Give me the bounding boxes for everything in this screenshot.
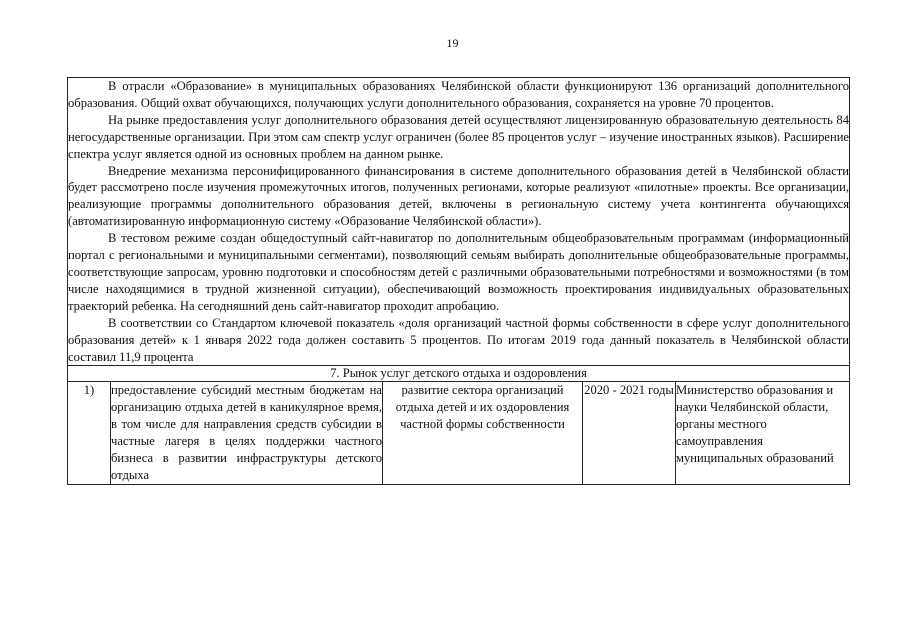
table-row <box>68 382 850 484</box>
intro-paragraph: На рынке предоставления услуг дополнительного образования детей осуществляют лицензированную образовательную деятельность 84 негосударственные организации. При этом сам спектр услуг ограничен (более 85 процентов услуг – изучение иностранных языков). Расширение спектра услуг является одной из основных проблем на данном рынке. <box>68 112 850 161</box>
row-number: 1) <box>68 382 111 484</box>
page-number: 19 <box>446 36 459 50</box>
responsible-cell: Министерство образования и науки Челябинской области, органы местного самоуправления муниципальных образований <box>676 382 850 484</box>
intro-paragraph: В отрасли «Образование» в муниципальных образованиях Челябинской области функционируют 136 организаций дополнительного образования. Общий охват обучающихся, получающих услуги дополнительного образования, сохраняется на уровне 70 процентов. <box>68 79 850 110</box>
intro-text-cell <box>68 78 850 366</box>
intro-paragraph: В тестовом режиме создан общедоступный сайт-навигатор по дополнительным общеобразовательным программам (информационный портал с региональными и муниципальными сегментами), позволяющий семьям выбирать дополнительные общеобразовательные программы, соответствующие запросам, уровню подготовки и способностям детей с различными образовательными потребностями и возможностями (в том числе находящимися в трудной жизненной ситуации), обеспечивающий возможность проектирования индивидуальных образовательных траекторий ребенка. На сегодняшний день сайт-навигатор проходит апробацию. <box>68 231 850 313</box>
intro-row <box>68 78 850 366</box>
measure-cell: предоставление субсидий местным бюджетам на организацию отдыха детей в каникулярное время, в том числе для направления средств субсидии в частные лагеря в целях поддержки частного бизнеса в развитии инфраструктуры детского отдыха <box>111 382 383 484</box>
section-title: 7. Рынок услуг детского отдыха и оздоровления <box>68 366 850 382</box>
result-cell: развитие сектора организаций отдыха детей и их оздоровления частной формы собственности <box>383 382 583 484</box>
intro-paragraph: В соответствии со Стандартом ключевой показатель «доля организаций частной формы собственности в сфере услуг дополнительного образования детей» к 1 января 2022 года должен составить 5 процентов. По итогам 2019 года данный показатель в Челябинской области составил 11,9 процента <box>68 315 850 364</box>
section-heading-row <box>68 366 850 382</box>
document-table <box>67 77 850 485</box>
intro-paragraph: Внедрение механизма персонифицированного финансирования в системе дополнительного образования детей в Челябинской области будет рассмотрено после изучения промежуточных итогов, полученных регионами, которые реализуют «пилотные» проекты. Все организации, реализующие программы дополнительного образования детей, включены в региональную систему учета контингента обучающихся (автоматизированную информационную систему «Образование Челябинской области»). <box>68 163 850 229</box>
years-cell: 2020 - 2021 годы <box>583 382 676 484</box>
